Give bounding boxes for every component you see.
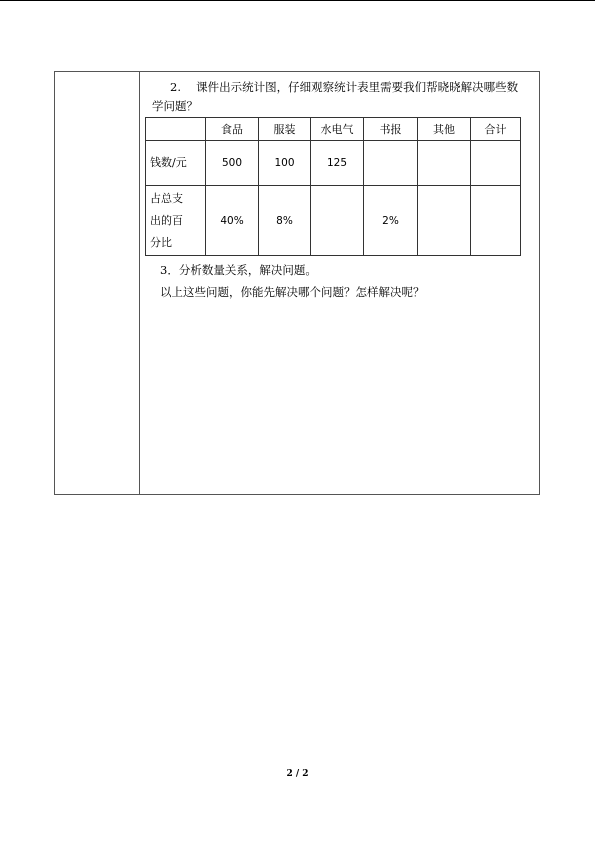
table-row (146, 141, 521, 186)
header-rule (0, 0, 595, 1)
header-cell-clothing: 服装 (259, 118, 311, 141)
item-2-line-1: 2. 课件出示统计图，仔细观察统计表里需要我们帮晓晓解决哪些数 (170, 80, 519, 94)
page-number: 2 / 2 (286, 769, 309, 779)
header-cell-utilities: 水电气 (311, 118, 364, 141)
table-cell: 500 (206, 141, 259, 186)
table-cell: 125 (311, 141, 364, 186)
table-cell: 2% (364, 186, 418, 256)
header-cell-other: 其他 (418, 118, 471, 141)
table-header-row (146, 118, 521, 141)
table-row (146, 186, 521, 256)
table-cell (471, 186, 521, 256)
item-3: 3．分析数量关系，解决问题。 (160, 263, 317, 277)
row-label-amount: 钱数/元 (146, 141, 206, 186)
item-2-line-2: 学问题？ (152, 99, 198, 113)
header-cell-total: 合计 (471, 118, 521, 141)
table-cell (364, 141, 418, 186)
table-cell (418, 141, 471, 186)
row-label-percentage (146, 186, 206, 256)
header-cell-books: 书报 (364, 118, 418, 141)
expense-statistics-table (145, 117, 521, 256)
table-cell (311, 186, 364, 256)
item-4: 以上这些问题，你能先解决哪个问题？怎样解决呢？ (160, 285, 425, 299)
row-label-line: 出的百 (150, 213, 183, 227)
table-cell (471, 141, 521, 186)
table-cell (418, 186, 471, 256)
table-cell: 8% (259, 186, 311, 256)
lesson-table-column-divider (139, 71, 140, 495)
table-cell: 100 (259, 141, 311, 186)
table-cell: 40% (206, 186, 259, 256)
header-cell-empty (146, 118, 206, 141)
row-label-line: 分比 (150, 235, 172, 249)
header-cell-food: 食品 (206, 118, 259, 141)
row-label-line: 占总支 (150, 191, 183, 205)
